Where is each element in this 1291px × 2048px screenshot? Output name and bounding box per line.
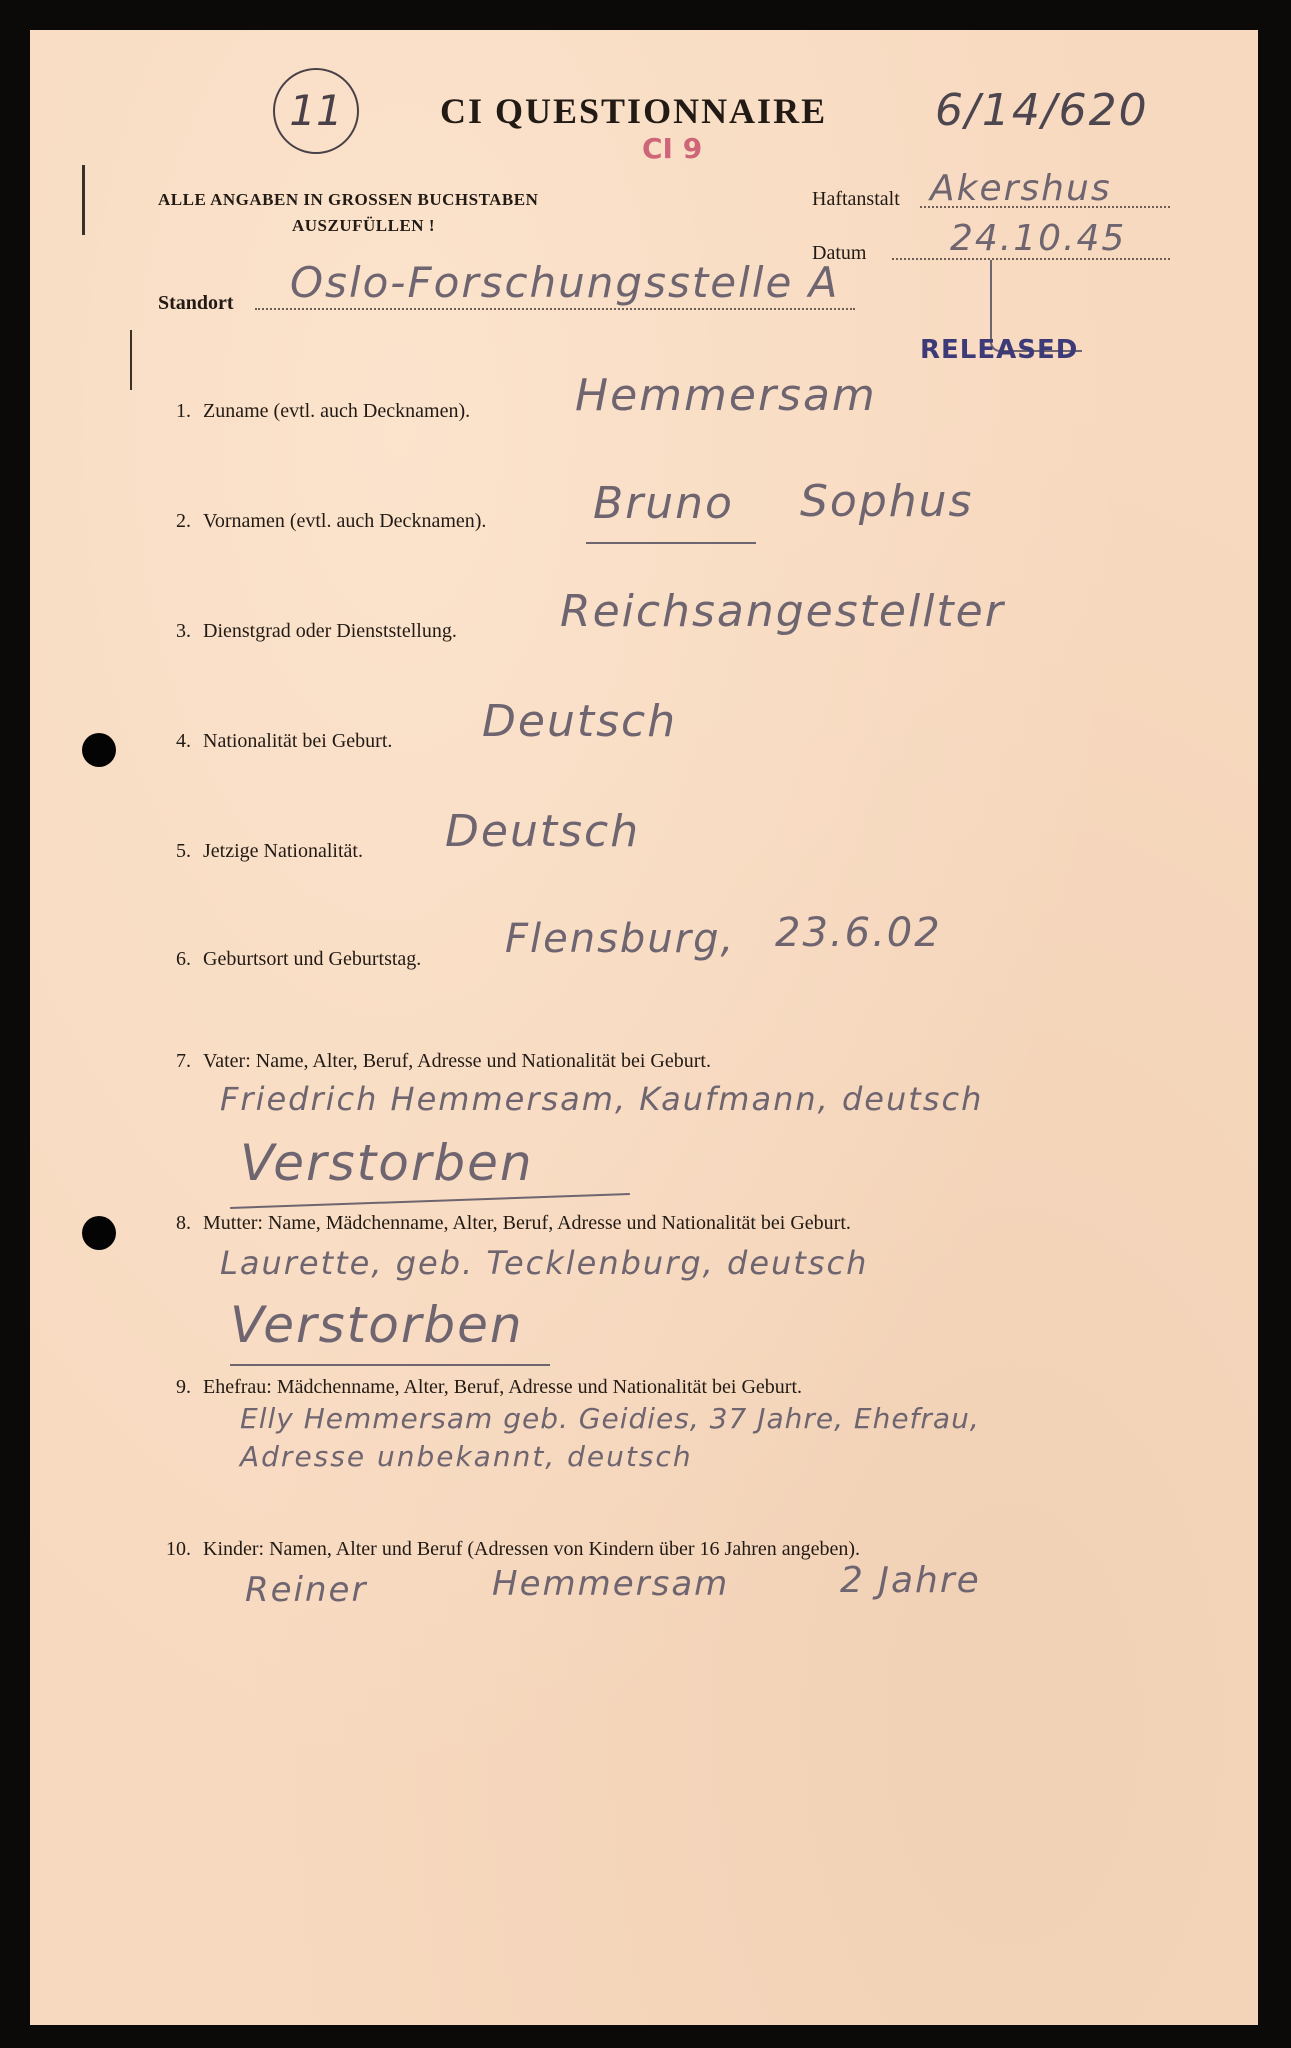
punch-hole-top (82, 733, 116, 767)
standort-value: Oslo-Forschungsstelle A (290, 258, 840, 307)
question-number: 5. (176, 840, 191, 862)
question-1 (155, 400, 470, 423)
question-number: 9. (176, 1376, 191, 1398)
page-title: CI QUESTIONNAIRE (440, 91, 828, 131)
answer-10-last: Hemmersam (492, 1564, 730, 1604)
answer-1: Hemmersam (575, 370, 877, 421)
question-number: 6. (176, 948, 191, 970)
question-label: Nationalität bei Geburt. (203, 730, 393, 752)
released-stamp: RELEASED (920, 335, 1079, 365)
question-3 (155, 620, 457, 643)
answer-8-status: Verstorben (230, 1296, 524, 1354)
answer-4: Deutsch (482, 696, 678, 747)
standort-label: Standort (158, 292, 234, 314)
question-label: Zuname (evtl. auch Decknamen). (203, 400, 471, 422)
answer-9-line-1: Elly Hemmersam geb. Geidies, 37 Jahre, Ehefrau, (240, 1402, 980, 1435)
answer-10-age: 2 Jahre (840, 1560, 981, 1601)
margin-mark (82, 165, 85, 235)
question-label: Mutter: Name, Mädchenname, Alter, Beruf, Adresse und Nationalität bei Geburt. (203, 1212, 851, 1234)
question-number: 8. (176, 1212, 191, 1234)
answer-7-underline (230, 1193, 630, 1209)
question-label: Kinder: Namen, Alter und Beruf (Adressen von Kindern über 16 Jahren angeben). (203, 1538, 861, 1560)
question-2 (155, 510, 486, 533)
haftanstalt-value: Akershus (930, 168, 1112, 209)
question-4 (155, 730, 392, 753)
answer-7: Friedrich Hemmersam, Kaufmann, deutsch (220, 1080, 984, 1118)
question-label: Geburtsort und Geburtstag. (203, 948, 422, 970)
answer-10-first: Reiner (245, 1570, 368, 1610)
standort-line (255, 308, 855, 310)
question-number: 2. (176, 510, 191, 532)
answer-7-status: Verstorben (240, 1134, 534, 1192)
question-10 (155, 1538, 860, 1561)
question-label: Vornamen (evtl. auch Decknamen). (203, 510, 487, 532)
question-number: 1. (176, 400, 191, 422)
question-number: 3. (176, 620, 191, 642)
margin-mark (130, 330, 132, 390)
answer-6-place: Flensburg, (505, 916, 736, 962)
question-6 (155, 948, 421, 971)
answer-2-first: Bruno (593, 478, 734, 529)
answer-3: Reichsangestellter (560, 586, 1005, 637)
haftanstalt-label: Haftanstalt (812, 188, 900, 210)
question-number: 4. (176, 730, 191, 752)
questionnaire-page (30, 30, 1258, 2025)
punch-hole-bottom (82, 1216, 116, 1250)
question-label: Dienstgrad oder Dienststellung. (203, 620, 457, 642)
answer-6-date: 23.6.02 (775, 910, 942, 956)
answer-8-underline (230, 1364, 550, 1366)
answer-2-second: Sophus (800, 476, 974, 527)
answer-8: Laurette, geb. Tecklenburg, deutsch (220, 1244, 869, 1282)
question-label: Ehefrau: Mädchenname, Alter, Beruf, Adresse und Nationalität bei Geburt. (203, 1376, 803, 1398)
question-number: 10. (166, 1538, 191, 1560)
question-number: 7. (176, 1050, 191, 1072)
question-label: Jetzige Nationalität. (203, 840, 363, 862)
answer-5: Deutsch (445, 806, 641, 857)
question-5 (155, 840, 363, 863)
answer-9-line-2: Adresse unbekannt, deutsch (240, 1440, 693, 1473)
datum-label: Datum (812, 242, 867, 264)
instruction-line-2: AUSZUFÜLLEN ! (292, 216, 435, 235)
ci-stamp: CI 9 (642, 132, 703, 165)
datum-value: 24.10.45 (950, 218, 1127, 259)
answer-2-underline (586, 542, 756, 544)
question-7 (155, 1050, 711, 1073)
question-8 (155, 1212, 851, 1235)
question-label: Vater: Name, Alter, Beruf, Adresse und Nationalität bei Geburt. (203, 1050, 711, 1072)
handwritten-code: 6/14/620 (935, 85, 1149, 136)
instruction-line-1: ALLE ANGABEN IN GROSSEN BUCHSTABEN (158, 190, 539, 209)
file-number-circle: 11 (273, 68, 359, 154)
question-9 (155, 1376, 802, 1399)
